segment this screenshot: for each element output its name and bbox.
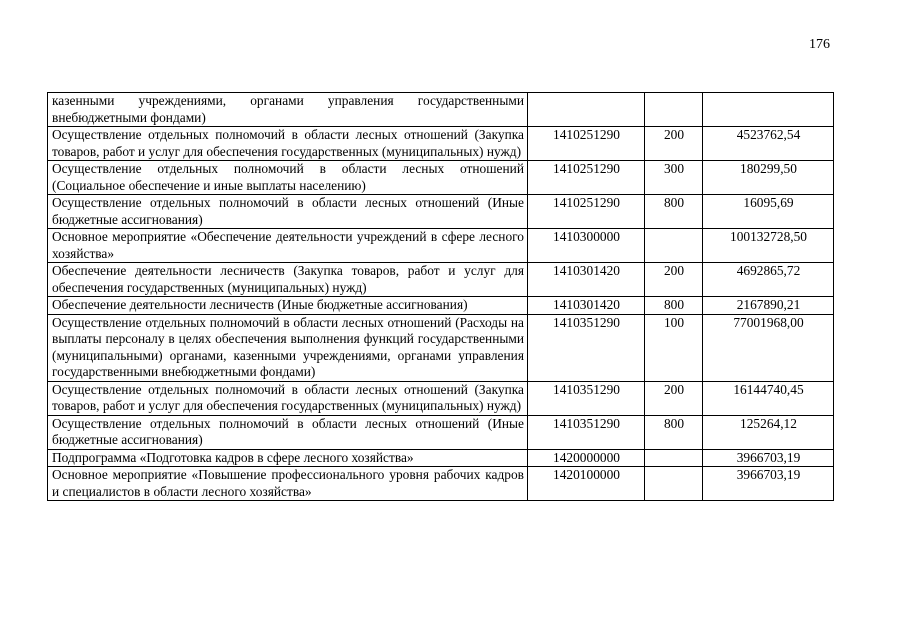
row-expense-type: 300: [645, 161, 703, 195]
row-code: [528, 93, 645, 127]
row-amount: 3966703,19: [703, 449, 834, 467]
row-code: 1410251290: [528, 127, 645, 161]
row-code: 1410251290: [528, 195, 645, 229]
row-code: 1410300000: [528, 229, 645, 263]
table-row: [48, 449, 834, 467]
row-amount: 77001968,00: [703, 314, 834, 381]
row-description: казенными учреждениями, органами управления государственными внебюджетными фондами): [48, 93, 528, 127]
table-row: [48, 93, 834, 127]
row-amount: 4692865,72: [703, 263, 834, 297]
row-code: 1420000000: [528, 449, 645, 467]
row-amount: 100132728,50: [703, 229, 834, 263]
row-description: Осуществление отдельных полномочий в области лесных отношений (Закупка товаров, работ и услуг для обеспечения государственных (муниципальных) нужд): [48, 381, 528, 415]
row-description: Основное мероприятие «Повышение профессионального уровня рабочих кадров и специалистов в области лесного хозяйства»: [48, 467, 528, 501]
row-amount: 16095,69: [703, 195, 834, 229]
table-row: [48, 415, 834, 449]
row-description: Обеспечение деятельности лесничеств (Закупка товаров, работ и услуг для обеспечения государственных (муниципальных) нужд): [48, 263, 528, 297]
row-code: 1410301420: [528, 263, 645, 297]
row-amount: 4523762,54: [703, 127, 834, 161]
table-row: [48, 467, 834, 501]
row-amount: 125264,12: [703, 415, 834, 449]
row-description: Осуществление отдельных полномочий в области лесных отношений (Иные бюджетные ассигнования): [48, 415, 528, 449]
row-code: 1420100000: [528, 467, 645, 501]
row-description: Осуществление отдельных полномочий в области лесных отношений (Расходы на выплаты персоналу в целях обеспечения выполнения функций государственными (муниципальными) органами, казенными учреждениями, органами управления государственными внебюджетными фондами): [48, 314, 528, 381]
row-description: Осуществление отдельных полномочий в области лесных отношений (Иные бюджетные ассигнования): [48, 195, 528, 229]
row-expense-type: [645, 449, 703, 467]
row-description: Подпрограмма «Подготовка кадров в сфере лесного хозяйства»: [48, 449, 528, 467]
row-expense-type: 200: [645, 263, 703, 297]
table-row: [48, 229, 834, 263]
row-code: 1410351290: [528, 381, 645, 415]
table-row: [48, 314, 834, 381]
table-row: [48, 263, 834, 297]
row-expense-type: 200: [645, 381, 703, 415]
row-code: 1410351290: [528, 314, 645, 381]
row-amount: 2167890,21: [703, 297, 834, 315]
table-row: [48, 297, 834, 315]
row-expense-type: 800: [645, 415, 703, 449]
row-expense-type: 800: [645, 297, 703, 315]
row-code: 1410301420: [528, 297, 645, 315]
table-row: [48, 195, 834, 229]
row-expense-type: 200: [645, 127, 703, 161]
row-amount: [703, 93, 834, 127]
row-description: Осуществление отдельных полномочий в области лесных отношений (Социальное обеспечение и иные выплаты населению): [48, 161, 528, 195]
row-amount: 3966703,19: [703, 467, 834, 501]
row-expense-type: [645, 93, 703, 127]
row-expense-type: 800: [645, 195, 703, 229]
table-row: [48, 161, 834, 195]
table-row: [48, 127, 834, 161]
row-amount: 16144740,45: [703, 381, 834, 415]
row-description: Осуществление отдельных полномочий в области лесных отношений (Закупка товаров, работ и услуг для обеспечения государственных (муниципальных) нужд): [48, 127, 528, 161]
row-expense-type: [645, 229, 703, 263]
row-expense-type: 100: [645, 314, 703, 381]
row-description: Обеспечение деятельности лесничеств (Иные бюджетные ассигнования): [48, 297, 528, 315]
row-description: Основное мероприятие «Обеспечение деятельности учреждений в сфере лесного хозяйства»: [48, 229, 528, 263]
row-code: 1410251290: [528, 161, 645, 195]
row-code: 1410351290: [528, 415, 645, 449]
budget-table: [47, 92, 834, 501]
table-row: [48, 381, 834, 415]
row-expense-type: [645, 467, 703, 501]
row-amount: 180299,50: [703, 161, 834, 195]
page-number: 176: [809, 37, 830, 52]
